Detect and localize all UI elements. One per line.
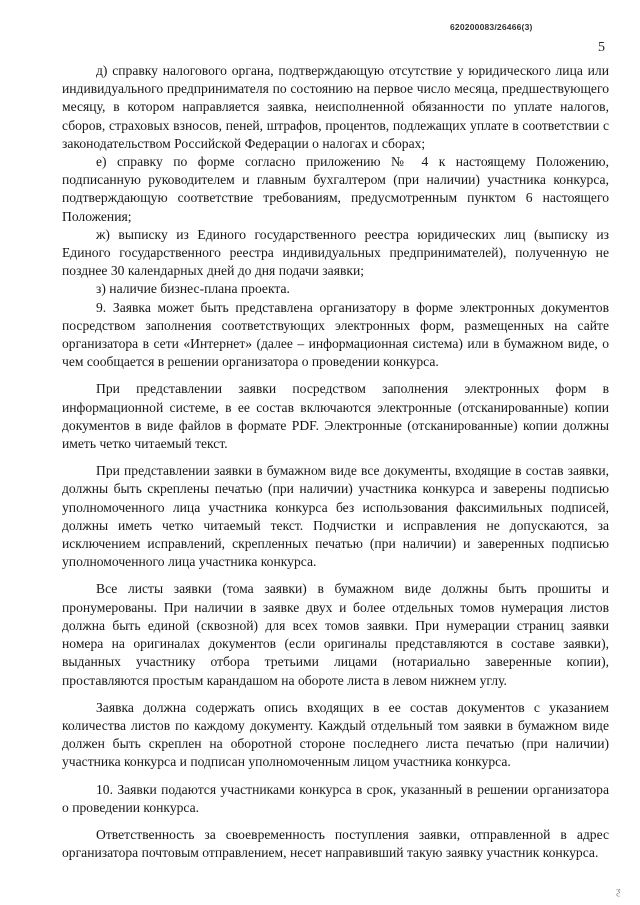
scan-corner-mark: ƺ — [616, 886, 621, 897]
paragraph-e: е) справку по форме согласно приложению № 4 к настоящему Положению, подписанную руководителем и главным бухгалтером (при наличии) участника конкурса, подтверждающую соответствие требованиям, предусмотренным пунктом 6 настоящего Положения; — [62, 154, 609, 224]
paragraph-10: 10. Заявки подаются участниками конкурса в срок, указанный в решении организатора о проведении конкурса. — [62, 781, 609, 815]
paragraph-paper-submission: При представлении заявки в бумажном виде все документы, входящие в состав заявки, должны быть скреплены печатью (при наличии) участника конкурса и заверены подписью уполномоченного лица участника конкурса без использования факсимильных подписей, должны иметь четко читаемый текст. Подчистки и исправления не допускаются, за исключением исправлений, скрепленных печатью (при наличии) и заверенных подписью уполномоченного лица участника конкурса. — [62, 463, 609, 570]
paragraph-responsibility: Ответственность за своевременность поступления заявки, отправленной в адрес организатора почтовым отправлением, несет направивший такую заявку участник конкурса. — [62, 826, 609, 861]
paragraph-zh: ж) выписку из Единого государственного реестра юридических лиц (выписку из Единого государственного реестра индивидуальных предпринимателей), полученную не позднее 30 календарных дней до дня подачи заявки; — [62, 226, 609, 279]
paragraph-9: 9. Заявка может быть представлена организатору в форме электронных документов посредством заполнения соответствующих электронных форм, размещенных на сайте организатора в сети «Интернет» (далее – информационная система) или в бумажном виде, о чем сообщается в решении организатора о проведении конкурса. — [62, 299, 609, 370]
page-number: 5 — [598, 40, 605, 55]
document-id: 620200083/26466(3) — [450, 22, 533, 32]
document-body — [62, 62, 609, 862]
paragraph-inventory: Заявка должна содержать опись входящих в ее состав документов с указанием количества листов по каждому документу. Каждый отдельный том заявки в бумажном виде должен быть скреплен на оборотной стороне последнего листа печатью (при наличии) участника конкурса и подписан уполномоченным лицом участника конкурса. — [62, 699, 609, 770]
paragraph-sheet-numbering: Все листы заявки (тома заявки) в бумажном виде должны быть прошиты и пронумерованы. При наличии в заявке двух и более отдельных томов нумерация листов должна быть единой (сквозной) для всех томов заявки. При нумерации страниц заявки номера на оригиналах документов (если оригиналы представляются в составе заявки), выданных участнику отбора третьими лицами (нотариально заверенные копии), проставляются простым карандашом на обороте листа в левом нижнем углу. — [62, 581, 609, 688]
paragraph-d: д) справку налогового органа, подтверждающую отсутствие у юридического лица или индивидуального предпринимателя по состоянию на первое число месяца, предшествующего месяцу, в котором направляется заявка, неисполненной обязанности по уплате налогов, сборов, страховых взносов, пеней, штрафов, процентов, подлежащих уплате в соответствии с законодательством Российской Федерации о налогах и сборах; — [62, 63, 609, 151]
paragraph-z: з) наличие бизнес-плана проекта. — [96, 281, 290, 297]
paragraph-electronic-submission: При представлении заявки посредством заполнения электронных форм в информационной системе, в ее состав включаются электронные (отсканированные) копии документов в виде файлов в формате PDF. Электронные (отсканированные) копии должны иметь четко читаемый текст. — [62, 381, 609, 452]
